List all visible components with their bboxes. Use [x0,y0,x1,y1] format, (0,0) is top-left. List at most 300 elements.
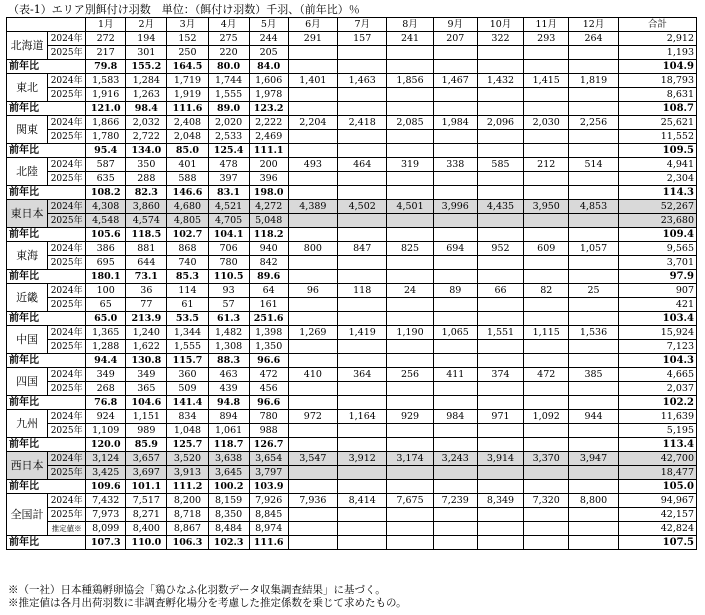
ratio-value: 111.2 [167,480,208,494]
ratio-value [569,144,618,158]
month-value: 365 [126,382,167,396]
month-value [477,522,523,536]
month-value: 349 [126,368,167,382]
month-value [524,256,569,270]
ratio-value: 164.5 [167,60,208,74]
month-value: 205 [249,46,288,60]
month-value [477,46,523,60]
month-value [477,88,523,102]
month-value: 929 [387,410,433,424]
month-value: 25 [569,284,618,298]
month-value: 114 [167,284,208,298]
ratio-value: 82.3 [126,186,167,200]
month-value: 360 [167,368,208,382]
month-value: 1,263 [126,88,167,102]
month-value: 3,914 [477,452,523,466]
ratio-value: 104.1 [208,228,249,242]
ratio-value [433,480,477,494]
month-value: 472 [524,368,569,382]
col-header-feb: 2月 [126,18,167,32]
ratio-total: 105.0 [618,480,696,494]
total-value: 18,793 [618,74,696,88]
month-value: 1,555 [167,340,208,354]
month-value [338,424,387,438]
ratio-total: 108.7 [618,102,696,116]
month-value: 3,370 [524,452,569,466]
col-header-jun: 6月 [288,18,337,32]
ratio-value [433,144,477,158]
footnote-source: ※（一社）日本種鶏孵卵協会「鶏ひなふ化羽数データ収集調査結果」に基づく。 [8,584,386,596]
month-value [433,298,477,312]
ratio-value [569,396,618,410]
ratio-value: 102.7 [167,228,208,242]
month-value [477,172,523,186]
header-corner [7,18,86,32]
ratio-value [477,438,523,452]
ratio-total: 103.4 [618,312,696,326]
month-value: 4,521 [208,200,249,214]
table-row [7,88,697,102]
ratio-row [7,536,697,550]
col-header-mar: 3月 [167,18,208,32]
month-value: 3,797 [249,466,288,480]
month-value: 2,533 [208,130,249,144]
col-header-dec: 12月 [569,18,618,32]
month-value: 2,408 [167,116,208,130]
month-value: 493 [288,158,337,172]
ratio-value [387,438,433,452]
ratio-total: 104.9 [618,60,696,74]
month-value [477,340,523,354]
month-value: 3,697 [126,466,167,480]
month-value: 7,675 [387,494,433,508]
month-value: 3,912 [338,452,387,466]
ratio-value: 125.7 [167,438,208,452]
month-value: 3,547 [288,452,337,466]
region-name: 西日本 [7,452,48,480]
month-value: 2,222 [249,116,288,130]
total-value: 42,824 [618,522,696,536]
month-value [387,46,433,60]
ratio-value [477,312,523,326]
ratio-label: 前年比 [7,102,86,116]
year-label: 2025年 [48,298,86,312]
month-value: 780 [249,410,288,424]
ratio-label: 前年比 [7,270,86,284]
month-value [387,424,433,438]
ratio-value: 110.0 [126,536,167,550]
month-value: 439 [208,382,249,396]
month-value: 464 [338,158,387,172]
month-value: 8,974 [249,522,288,536]
month-value: 288 [126,172,167,186]
month-value: 1,115 [524,326,569,340]
month-value: 8,271 [126,508,167,522]
table-row [7,32,697,46]
month-value: 989 [126,424,167,438]
ratio-value [338,396,387,410]
ratio-label: 前年比 [7,60,86,74]
ratio-value [338,228,387,242]
month-value [524,508,569,522]
region-name: 東海 [7,242,48,270]
month-value: 4,435 [477,200,523,214]
ratio-value: 126.7 [249,438,288,452]
month-value [387,382,433,396]
month-value: 706 [208,242,249,256]
ratio-value: 79.8 [86,60,126,74]
month-value: 96 [288,284,337,298]
col-header-oct: 10月 [477,18,523,32]
month-value: 1,057 [569,242,618,256]
month-value: 272 [86,32,126,46]
table-row [7,130,697,144]
ratio-total: 113.4 [618,438,696,452]
month-value: 161 [249,298,288,312]
year-label: 2024年 [48,326,86,340]
month-value: 1,344 [167,326,208,340]
month-value: 1,240 [126,326,167,340]
month-value [387,130,433,144]
region-name: 中国 [7,326,48,354]
table-row [7,214,697,228]
month-value [569,382,618,396]
month-value: 2,032 [126,116,167,130]
month-value: 256 [387,368,433,382]
month-value [524,172,569,186]
month-value [338,466,387,480]
month-value: 8,349 [477,494,523,508]
month-value [433,214,477,228]
month-value: 200 [249,158,288,172]
month-value: 1,482 [208,326,249,340]
total-value: 907 [618,284,696,298]
month-value: 65 [86,298,126,312]
month-value: 1,916 [86,88,126,102]
month-value [338,88,387,102]
ratio-value: 53.5 [167,312,208,326]
ratio-value [569,354,618,368]
region-name: 北海道 [7,32,48,60]
month-value [433,522,477,536]
ratio-value [569,270,618,284]
ratio-row [7,60,697,74]
month-value: 66 [477,284,523,298]
col-header-nov: 11月 [524,18,569,32]
month-value: 4,272 [249,200,288,214]
month-value: 800 [288,242,337,256]
ratio-value: 65.0 [86,312,126,326]
table-row [7,452,697,466]
month-value: 212 [524,158,569,172]
total-value: 2,304 [618,172,696,186]
month-value: 8,867 [167,522,208,536]
month-value: 456 [249,382,288,396]
total-value: 42,157 [618,508,696,522]
month-value [569,130,618,144]
header-row [7,18,697,32]
month-value: 4,853 [569,200,618,214]
month-value [338,256,387,270]
month-value [524,130,569,144]
ratio-row [7,312,697,326]
month-value [433,382,477,396]
ratio-value: 111.6 [249,536,288,550]
ratio-value [524,270,569,284]
ratio-value [433,60,477,74]
month-value: 1,350 [249,340,288,354]
ratio-value [569,102,618,116]
month-value: 3,913 [167,466,208,480]
ratio-value: 85.0 [167,144,208,158]
month-value [288,340,337,354]
month-value: 984 [433,410,477,424]
ratio-label: 前年比 [7,228,86,242]
month-value: 24 [387,284,433,298]
month-value [288,466,337,480]
total-value: 9,565 [618,242,696,256]
month-value: 89 [433,284,477,298]
month-value: 2,085 [387,116,433,130]
ratio-value [288,60,337,74]
month-value [288,522,337,536]
ratio-value [433,228,477,242]
ratio-value [569,312,618,326]
month-value: 463 [208,368,249,382]
year-label: 2025年 [48,256,86,270]
month-value: 8,845 [249,508,288,522]
month-value: 3,654 [249,452,288,466]
month-value: 152 [167,32,208,46]
month-value: 3,520 [167,452,208,466]
month-value [338,522,387,536]
ratio-value: 106.3 [167,536,208,550]
month-value: 4,502 [338,200,387,214]
ratio-value [387,228,433,242]
ratio-value [477,354,523,368]
ratio-value [477,270,523,284]
month-value: 8,099 [86,522,126,536]
month-value [477,256,523,270]
month-value: 1,744 [208,74,249,88]
ratio-value: 110.5 [208,270,249,284]
month-value: 514 [569,158,618,172]
region-name: 北陸 [7,158,48,186]
month-value: 397 [208,172,249,186]
month-value [288,424,337,438]
year-label: 2024年 [48,284,86,298]
month-value [433,340,477,354]
ratio-value [524,438,569,452]
month-value: 268 [86,382,126,396]
month-value [433,172,477,186]
month-value: 250 [167,46,208,60]
year-label: 2025年 [48,214,86,228]
month-value: 894 [208,410,249,424]
month-value: 319 [387,158,433,172]
ratio-value [338,60,387,74]
month-value: 472 [249,368,288,382]
ratio-value: 130.8 [126,354,167,368]
month-value: 1,398 [249,326,288,340]
month-value: 64 [249,284,288,298]
month-value: 825 [387,242,433,256]
total-value: 5,195 [618,424,696,438]
total-value: 2,912 [618,32,696,46]
month-value: 194 [126,32,167,46]
year-label: 2025年 [48,46,86,60]
month-value [288,172,337,186]
col-header-total: 合計 [618,18,696,32]
month-value: 364 [338,368,387,382]
month-value [387,88,433,102]
month-value: 7,320 [524,494,569,508]
total-value: 3,701 [618,256,696,270]
ratio-value: 118.2 [249,228,288,242]
month-value: 1,401 [288,74,337,88]
month-value: 61 [167,298,208,312]
month-value: 3,947 [569,452,618,466]
ratio-row [7,438,697,452]
hatch-count-table [6,17,697,550]
month-value: 244 [249,32,288,46]
year-label: 2024年 [48,158,86,172]
ratio-value: 155.2 [126,60,167,74]
month-value: 3,638 [208,452,249,466]
ratio-value [569,438,618,452]
ratio-label: 前年比 [7,354,86,368]
ratio-value [387,270,433,284]
month-value: 1,269 [288,326,337,340]
month-value [477,298,523,312]
ratio-value [338,480,387,494]
ratio-value: 101.1 [126,480,167,494]
ratio-value [524,102,569,116]
month-value: 4,680 [167,200,208,214]
month-value [288,214,337,228]
month-value: 587 [86,158,126,172]
total-value: 18,477 [618,466,696,480]
month-value: 1,719 [167,74,208,88]
month-value: 635 [86,172,126,186]
year-label: 2025年 [48,508,86,522]
month-value [569,88,618,102]
ratio-value [387,480,433,494]
ratio-value [387,354,433,368]
year-label: 2024年 [48,74,86,88]
ratio-value: 85.3 [167,270,208,284]
month-value [387,214,433,228]
month-value [524,382,569,396]
ratio-row [7,354,697,368]
ratio-value [338,438,387,452]
total-value: 4,941 [618,158,696,172]
year-label: 2025年 [48,424,86,438]
month-value: 2,418 [338,116,387,130]
month-value [288,130,337,144]
ratio-value [524,480,569,494]
month-value: 2,030 [524,116,569,130]
ratio-value [387,536,433,550]
total-value: 42,700 [618,452,696,466]
ratio-value: 103.9 [249,480,288,494]
ratio-value: 105.6 [86,228,126,242]
ratio-value [288,102,337,116]
month-value: 940 [249,242,288,256]
month-value: 349 [86,368,126,382]
ratio-row [7,480,697,494]
table-row [7,46,697,60]
year-label: 2024年 [48,368,86,382]
ratio-value: 121.0 [86,102,126,116]
total-value: 4,665 [618,368,696,382]
ratio-value [433,102,477,116]
ratio-total: 107.5 [618,536,696,550]
year-label: 2025年 [48,466,86,480]
month-value: 385 [569,368,618,382]
month-value: 2,204 [288,116,337,130]
month-value: 1,109 [86,424,126,438]
month-value: 1,048 [167,424,208,438]
ratio-value: 102.3 [208,536,249,550]
month-value [433,508,477,522]
ratio-total: 114.3 [618,186,696,200]
month-value: 275 [208,32,249,46]
footnote-estimate: ※推定値は各月出荷羽数に非調査孵化場分を考慮した推定係数を乗じて求めたもの。 [8,597,407,609]
ratio-total: 102.2 [618,396,696,410]
month-value [569,466,618,480]
table-row [7,256,697,270]
month-value [338,130,387,144]
month-value: 1,551 [477,326,523,340]
ratio-value: 111.6 [167,102,208,116]
col-header-may: 5月 [249,18,288,32]
month-value: 868 [167,242,208,256]
month-value: 1,308 [208,340,249,354]
total-value: 94,967 [618,494,696,508]
ratio-value [477,228,523,242]
month-value: 4,705 [208,214,249,228]
col-header-jul: 7月 [338,18,387,32]
month-value: 338 [433,158,477,172]
ratio-value [338,270,387,284]
table-row [7,494,697,508]
month-value [477,466,523,480]
ratio-value [288,438,337,452]
month-value: 1,467 [433,74,477,88]
month-value: 4,389 [288,200,337,214]
month-value [433,466,477,480]
month-value: 8,800 [569,494,618,508]
month-value [524,214,569,228]
month-value: 1,151 [126,410,167,424]
month-value: 4,308 [86,200,126,214]
month-value [433,424,477,438]
ratio-value [338,144,387,158]
total-value: 421 [618,298,696,312]
ratio-value [288,354,337,368]
ratio-value [477,144,523,158]
ratio-label: 前年比 [7,480,86,494]
ratio-value: 83.1 [208,186,249,200]
ratio-value [569,186,618,200]
ratio-value: 73.1 [126,270,167,284]
ratio-value [433,312,477,326]
ratio-value: 134.0 [126,144,167,158]
ratio-row [7,270,697,284]
month-value: 847 [338,242,387,256]
table-row [7,382,697,396]
